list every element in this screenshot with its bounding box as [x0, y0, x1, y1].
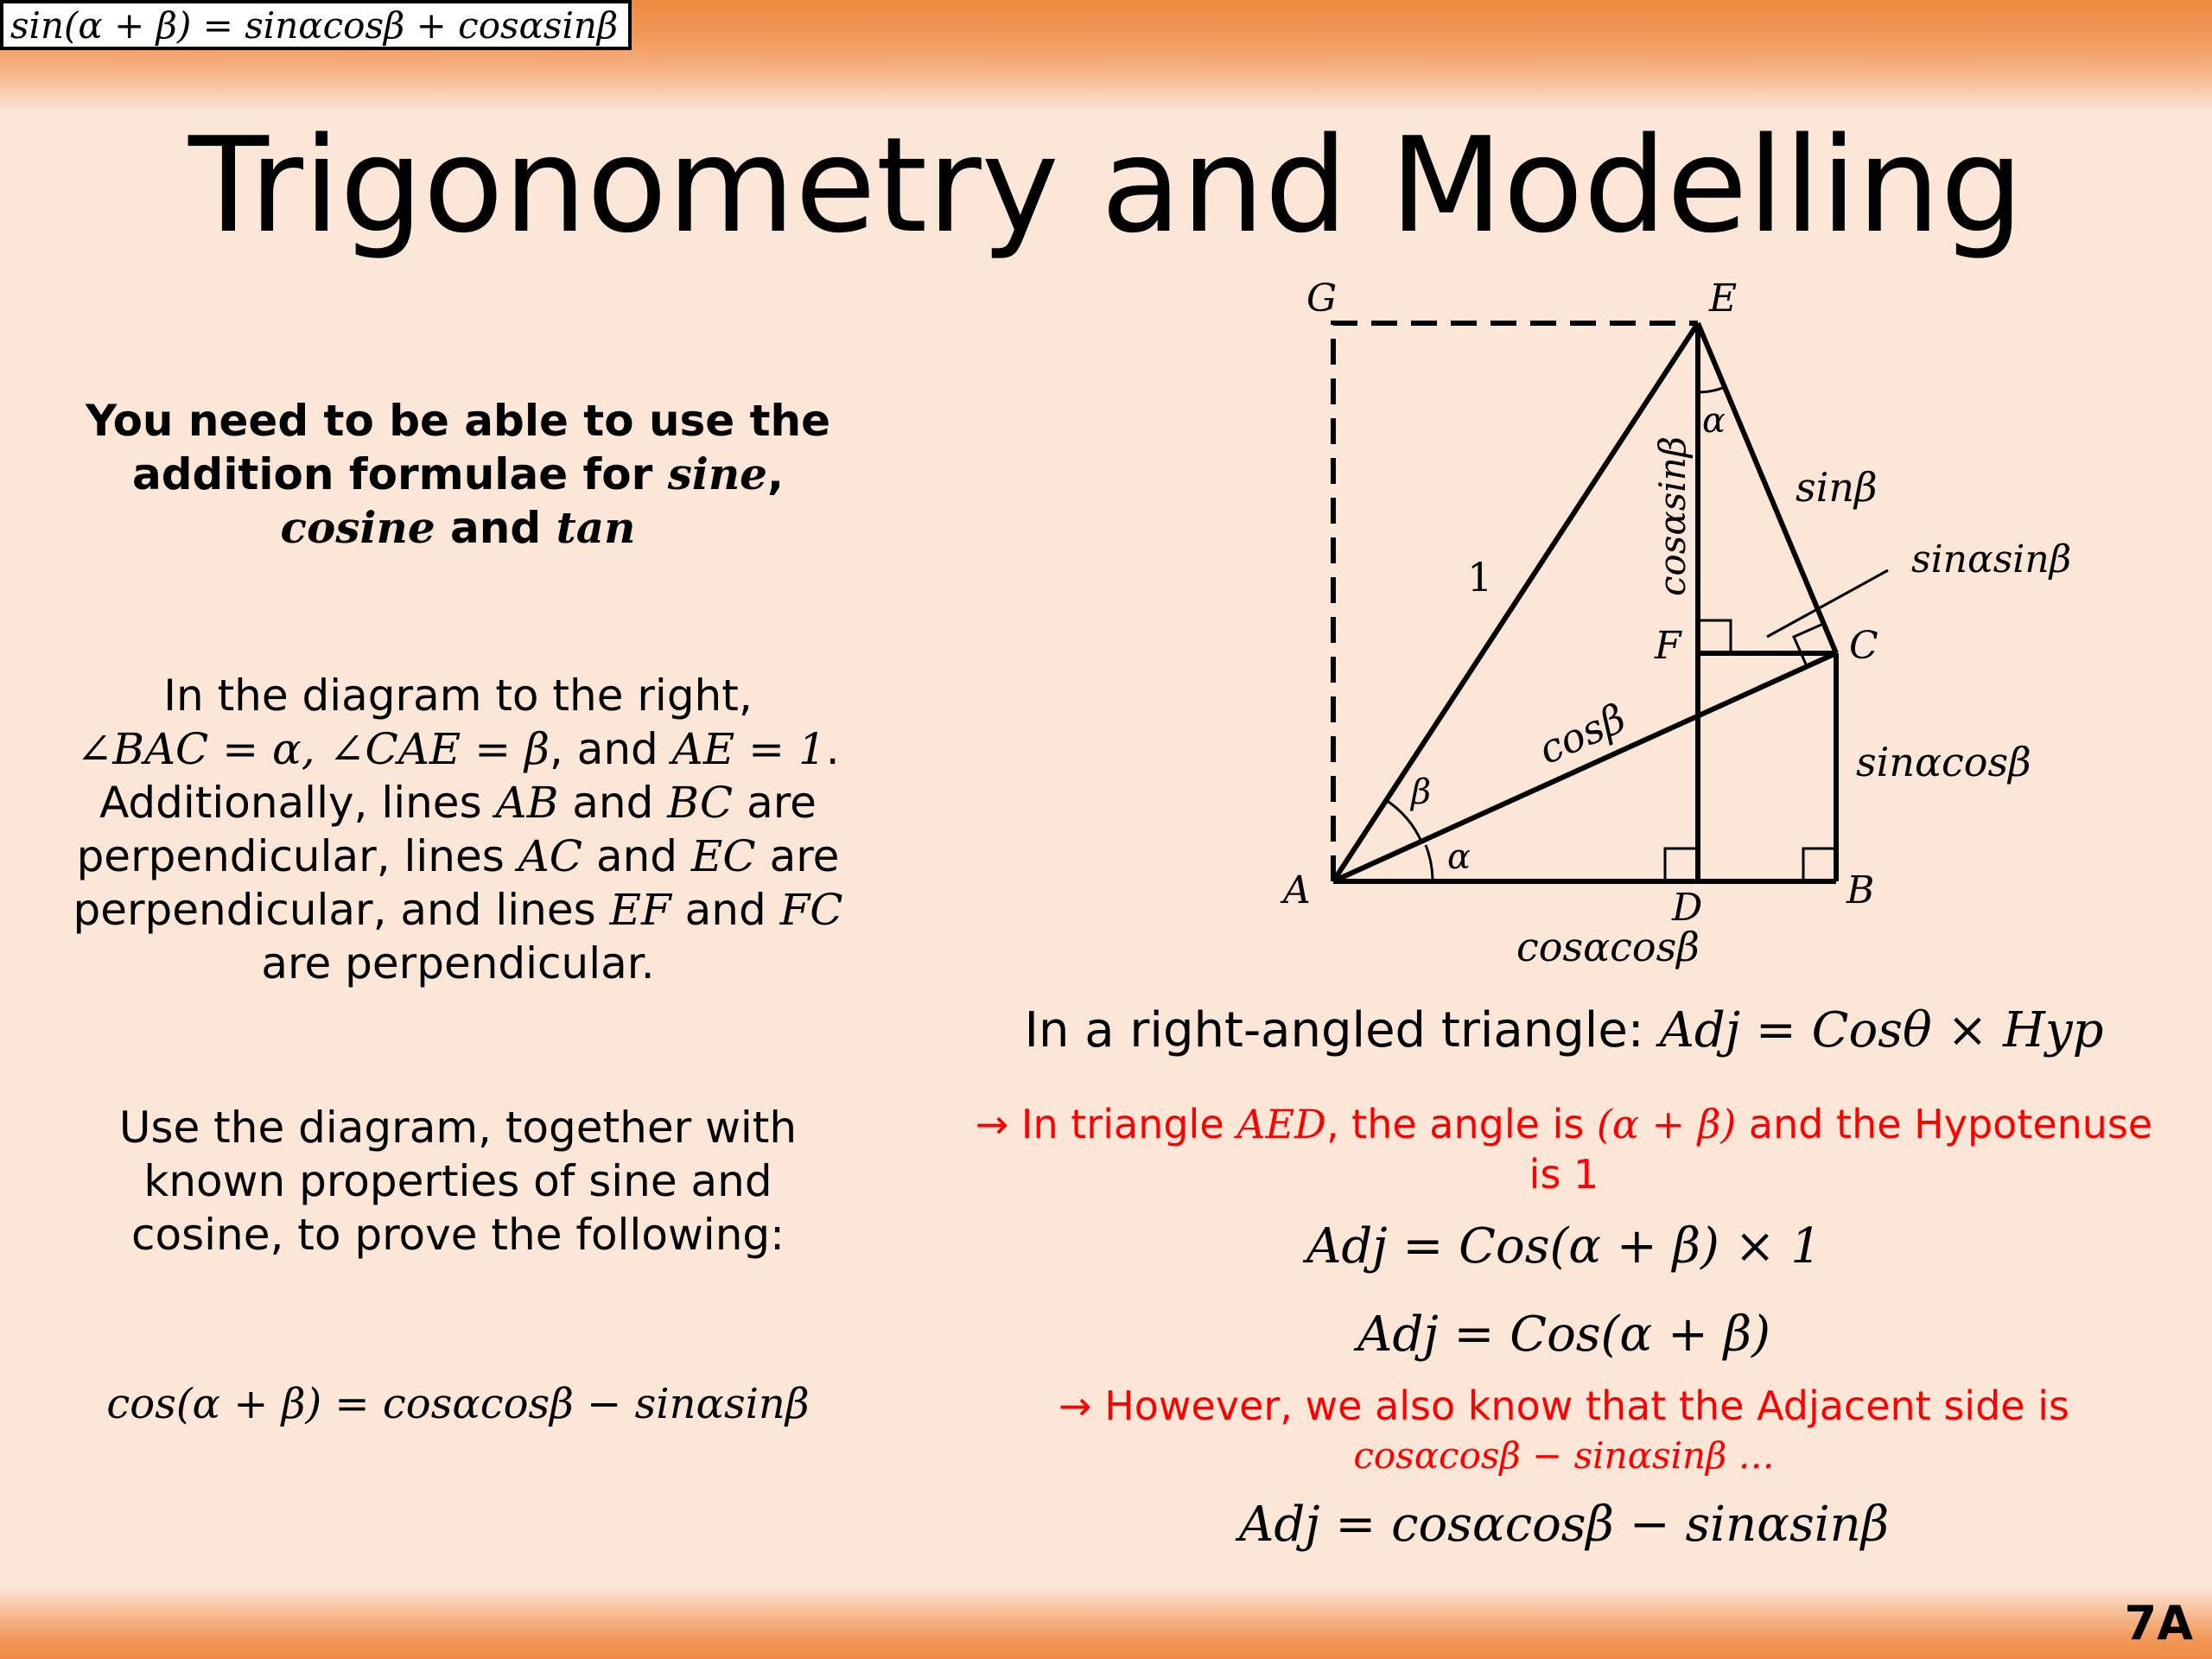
page-number: 7A: [2124, 1596, 2193, 1650]
note2-line-1: → However, we also know that the Adjacent side is: [1058, 1382, 2069, 1429]
right-angle-b: [1803, 849, 1836, 881]
label-cosasinb: cosαsinβ: [1651, 435, 1694, 596]
desc-ab: AB: [495, 778, 559, 828]
desc-l4c: and: [582, 831, 691, 881]
desc-l5a: perpendicular, and lines: [73, 885, 610, 935]
proof-note-2: [950, 1381, 2177, 1481]
point-label-g: G: [1306, 276, 1338, 321]
point-label-d: D: [1672, 886, 1703, 930]
slide-title: Trigonometry and Modelling: [188, 109, 2024, 262]
proof-step-1: Adj = Cos(α + β) × 1: [1306, 1218, 1822, 1274]
desc-and-1: , and: [549, 724, 672, 774]
alpha-arc-a: [1426, 845, 1433, 881]
intro-cosine: cosine: [280, 502, 435, 553]
intro-line-2-text: addition formulae for: [132, 449, 668, 499]
task-line-3: cosine, to prove the following:: [131, 1210, 785, 1260]
intro-and: and: [435, 503, 556, 553]
desc-line-6: are perpendicular.: [261, 938, 655, 988]
proof-step-3: Adj = cosαcosβ − sinαsinβ: [1238, 1497, 1890, 1553]
intro-tan: tan: [556, 502, 636, 553]
point-label-f: F: [1655, 624, 1681, 668]
desc-l3e: are: [733, 778, 817, 828]
task-line-1: Use the diagram, together with: [118, 1103, 798, 1153]
label-alpha-a: α: [1447, 837, 1471, 877]
desc-period: .: [825, 724, 840, 774]
desc-angles: ∠BAC = α, ∠CAE = β: [76, 724, 550, 774]
note1-angle: (α + β): [1596, 1101, 1737, 1147]
label-sinb: sinβ: [1796, 464, 1878, 511]
proof-note-1: [950, 1099, 2177, 1199]
note1-line-2: is 1: [1529, 1151, 1599, 1198]
desc-l4a: perpendicular, lines: [76, 831, 518, 881]
desc-ef: EF: [609, 885, 671, 935]
rule-formula: Adj = Cosθ × Hyp: [1659, 1002, 2104, 1058]
desc-bc: BC: [667, 778, 734, 828]
label-sinacosb: sinαcosβ: [1856, 739, 2031, 785]
desc-l4e: are: [755, 831, 840, 881]
note1-aed: AED: [1236, 1101, 1326, 1147]
point-label-e: E: [1709, 276, 1738, 321]
rule-text: In a right-angled triangle:: [1024, 1002, 1660, 1058]
header-formula: sin(α + β) = sinαcosβ + cosαsinβ: [10, 4, 619, 47]
desc-l3a: Additionally, lines: [99, 778, 496, 828]
intro-line-1: You need to be able to use the: [85, 396, 831, 446]
note2-line-2: cosαcosβ − sinαsinβ …: [1353, 1434, 1775, 1477]
desc-fc: FC: [779, 885, 843, 935]
right-angle-f: [1698, 620, 1731, 653]
label-hypotenuse: 1: [1467, 554, 1493, 601]
desc-l3c: and: [558, 778, 668, 828]
task-formula: cos(α + β) = cosαcosβ − sinαsinβ: [106, 1380, 810, 1428]
note1-c: , the angle is: [1325, 1101, 1597, 1147]
intro-comma: ,: [767, 449, 784, 499]
point-label-c: C: [1849, 624, 1878, 668]
alpha-arc-e: [1698, 387, 1725, 392]
desc-ae: AE = 1: [671, 724, 826, 774]
intro-sine: sine: [667, 448, 767, 499]
right-triangle-rule: [950, 1001, 2177, 1061]
label-sinasinb: sinαsinβ: [1911, 537, 2072, 582]
note1-a: → In triangle: [975, 1101, 1237, 1147]
desc-line-1: In the diagram to the right,: [163, 671, 753, 721]
note1-line-1: [950, 1099, 2177, 1149]
label-cosb: cosβ: [1531, 694, 1633, 774]
desc-ac: AC: [518, 831, 583, 881]
point-label-b: B: [1847, 868, 1875, 912]
note1-e: and the Hypotenuse: [1736, 1101, 2153, 1147]
desc-ec: EC: [690, 831, 756, 881]
label-beta-a: β: [1411, 772, 1432, 812]
task-line-2: known properties of sine and: [143, 1156, 772, 1206]
desc-l5c: and: [671, 885, 780, 935]
point-label-a: A: [1283, 868, 1311, 912]
proof-step-2: Adj = Cos(α + β): [1357, 1306, 1770, 1363]
right-angle-d: [1665, 849, 1698, 881]
label-alpha-e: α: [1702, 401, 1726, 441]
label-cosacosb: cosαcosβ: [1516, 924, 1700, 970]
